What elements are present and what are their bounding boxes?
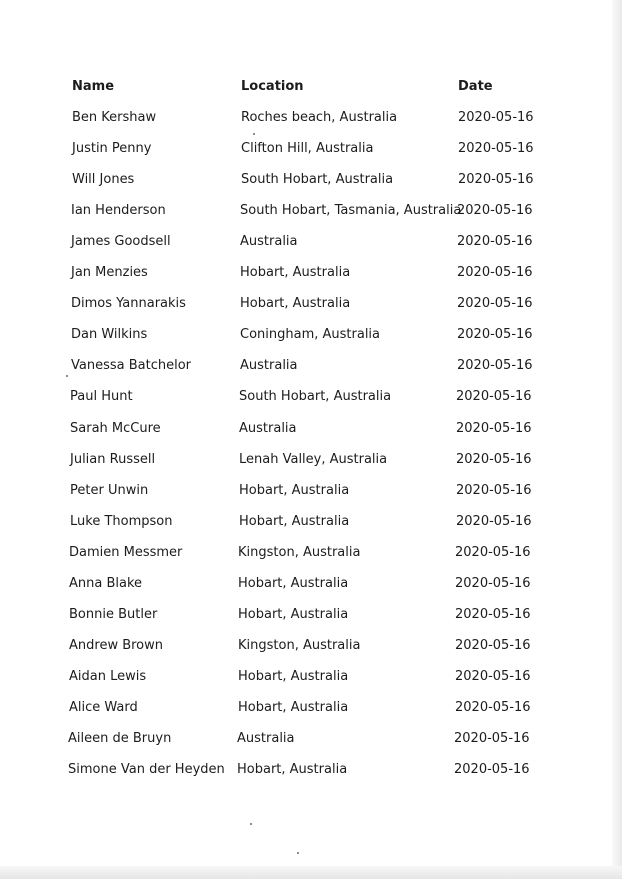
row-date: 2020-05-16	[457, 203, 533, 218]
row-name: Andrew Brown	[69, 638, 164, 653]
scan-speck	[250, 823, 252, 825]
row-location: Australia	[240, 234, 298, 249]
table-row	[0, 417, 612, 441]
scan-edge-right	[612, 0, 622, 879]
header-location: Location	[241, 79, 304, 94]
row-location: Hobart, Australia	[240, 265, 351, 280]
row-date: 2020-05-16	[455, 669, 531, 684]
table-row	[0, 199, 612, 223]
row-name: Paul Hunt	[70, 389, 133, 404]
row-date: 2020-05-16	[456, 452, 532, 467]
row-date: 2020-05-16	[455, 607, 531, 622]
table-row	[0, 541, 612, 565]
row-name: Ben Kershaw	[72, 110, 157, 125]
scan-speck	[66, 375, 68, 377]
row-name: Aidan Lewis	[69, 669, 147, 684]
row-date: 2020-05-16	[457, 358, 533, 373]
table-row	[0, 292, 612, 316]
row-name: Dimos Yannarakis	[71, 296, 186, 311]
row-location: Kingston, Australia	[238, 638, 361, 653]
row-location: Hobart, Australia	[237, 762, 348, 777]
row-date: 2020-05-16	[454, 731, 530, 746]
row-name: Will Jones	[72, 172, 135, 187]
table-row	[0, 510, 612, 534]
table-row	[0, 572, 612, 596]
scan-speck	[297, 852, 299, 854]
row-name: Peter Unwin	[70, 483, 149, 498]
table-row	[0, 448, 612, 472]
row-date: 2020-05-16	[457, 327, 533, 342]
table-row	[0, 603, 612, 627]
row-date: 2020-05-16	[455, 576, 531, 591]
table-row	[0, 323, 612, 347]
row-date: 2020-05-16	[455, 638, 531, 653]
row-date: 2020-05-16	[458, 141, 534, 156]
header-name: Name	[72, 79, 115, 94]
table-row	[0, 665, 612, 689]
header-date: Date	[458, 79, 493, 94]
scan-speck	[253, 133, 255, 135]
row-location: South Hobart, Tasmania, Australia	[240, 203, 462, 218]
row-date: 2020-05-16	[456, 389, 532, 404]
table-row	[0, 696, 612, 720]
row-location: South Hobart, Australia	[239, 389, 392, 404]
row-location: Hobart, Australia	[238, 607, 349, 622]
table-row	[0, 230, 612, 254]
row-location: South Hobart, Australia	[241, 172, 394, 187]
row-location: Hobart, Australia	[238, 576, 349, 591]
row-date: 2020-05-16	[455, 700, 531, 715]
table-row	[0, 385, 612, 409]
row-date: 2020-05-16	[457, 296, 533, 311]
row-name: Sarah McCure	[70, 421, 161, 436]
table-row	[0, 634, 612, 658]
row-location: Roches beach, Australia	[241, 110, 398, 125]
row-name: Simone Van der Heyden	[68, 762, 225, 777]
row-name: Alice Ward	[69, 700, 138, 715]
row-date: 2020-05-16	[456, 514, 532, 529]
row-date: 2020-05-16	[457, 234, 533, 249]
row-location: Hobart, Australia	[240, 296, 351, 311]
row-name: Anna Blake	[69, 576, 143, 591]
row-location: Coningham, Australia	[240, 327, 381, 342]
table-row	[0, 261, 612, 285]
table-row	[0, 106, 612, 130]
row-date: 2020-05-16	[456, 483, 532, 498]
table-row	[0, 168, 612, 192]
table-row	[0, 479, 612, 503]
table-row	[0, 137, 612, 161]
row-location: Kingston, Australia	[238, 545, 361, 560]
row-name: Vanessa Batchelor	[71, 358, 192, 373]
row-name: Dan Wilkins	[71, 327, 148, 342]
row-date: 2020-05-16	[454, 762, 530, 777]
row-location: Hobart, Australia	[238, 700, 349, 715]
row-name: Luke Thompson	[70, 514, 173, 529]
row-name: Jan Menzies	[71, 265, 148, 280]
row-location: Australia	[240, 358, 298, 373]
row-name: Bonnie Butler	[69, 607, 158, 622]
table-row	[0, 758, 612, 782]
row-date: 2020-05-16	[458, 172, 534, 187]
row-name: Aileen de Bruyn	[68, 731, 172, 746]
row-name: Justin Penny	[72, 141, 152, 156]
row-name: Damien Messmer	[69, 545, 183, 560]
table-row	[0, 727, 612, 751]
row-location: Clifton Hill, Australia	[241, 141, 374, 156]
row-location: Australia	[237, 731, 295, 746]
table-row	[0, 354, 612, 378]
row-date: 2020-05-16	[456, 421, 532, 436]
row-name: James Goodsell	[71, 234, 171, 249]
row-date: 2020-05-16	[455, 545, 531, 560]
scan-edge-bottom	[0, 866, 622, 879]
row-name: Julian Russell	[70, 452, 156, 467]
row-location: Hobart, Australia	[239, 483, 350, 498]
row-location: Australia	[239, 421, 297, 436]
row-name: Ian Henderson	[71, 203, 166, 218]
row-location: Lenah Valley, Australia	[239, 452, 388, 467]
row-location: Hobart, Australia	[238, 669, 349, 684]
row-date: 2020-05-16	[457, 265, 533, 280]
row-date: 2020-05-16	[458, 110, 534, 125]
row-location: Hobart, Australia	[239, 514, 350, 529]
